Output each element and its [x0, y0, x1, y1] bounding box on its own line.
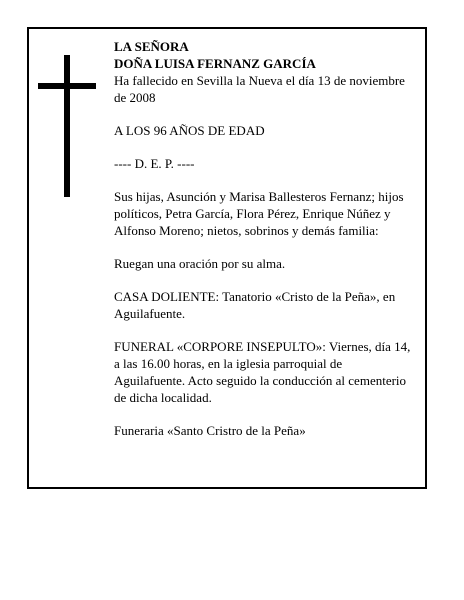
funeraria-line: Funeraria «Santo Cristro de la Peña»	[114, 423, 306, 438]
title-line-1: LA SEÑORA	[114, 39, 189, 54]
obituary-text	[114, 38, 414, 439]
casa-doliente-paragraph: CASA DOLIENTE: Tanatorio «Cristo de la Peña», en Aguilafuente.	[114, 289, 396, 321]
age-line: A LOS 96 AÑOS DE EDAD	[114, 123, 265, 138]
deceased-name: DOÑA LUISA FERNANZ GARCÍA	[114, 56, 316, 71]
cross-vertical-bar	[64, 55, 70, 197]
cross-horizontal-bar	[38, 83, 96, 89]
death-info: Ha fallecido en Sevilla la Nueva el día 13 de noviembre de 2008	[114, 73, 405, 105]
prayer-line: Ruegan una oración por su alma.	[114, 256, 286, 271]
family-paragraph: Sus hijas, Asunción y Marisa Ballesteros Fernanz; hijos políticos, Petra García, Flora Pérez, Enrique Núñez y Alfonso Moreno; nietos, sobrinos y demás familia:	[114, 189, 404, 238]
funeral-paragraph: FUNERAL «CORPORE INSEPULTO»: Viernes, día 14, a las 16.00 horas, en la iglesia parroquial de Aguilafuente. Acto seguido la conducción al cementerio de dicha localidad.	[114, 339, 411, 405]
rip-line: ---- D. E. P. ----	[114, 156, 195, 171]
